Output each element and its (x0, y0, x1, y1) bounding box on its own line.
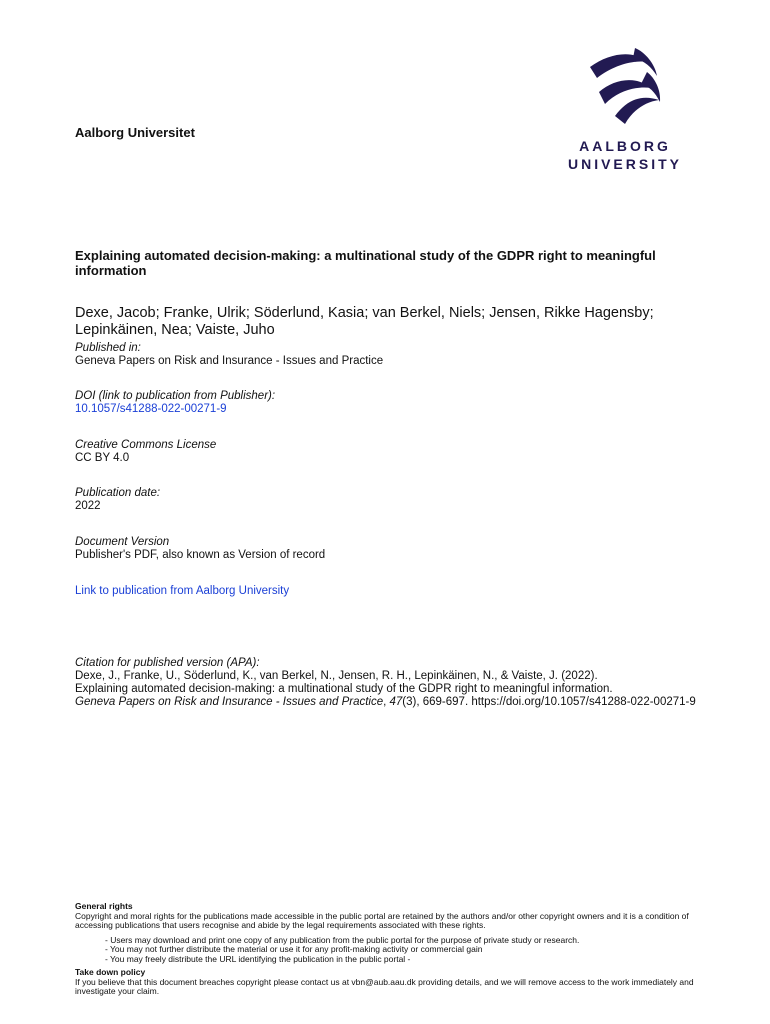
license-label: Creative Commons License (75, 439, 217, 451)
citation-volume: 47 (389, 696, 403, 708)
doi-label: DOI (link to publication from Publisher): (75, 390, 276, 402)
rights-list-item: - You may freely distribute the URL identifying the publication in the public portal - (105, 953, 411, 964)
paper-title: Explaining automated decision-making: a multinational study of the GDPR right to meaningful information (75, 248, 656, 278)
logo-text-aalborg: AALBORG (579, 138, 671, 154)
document-version-value: Publisher's PDF, also known as Version of record (75, 549, 326, 561)
general-rights-body: Copyright and moral rights for the publications made accessible in the public portal are retained by the authors and/or other copyright owners and it is a condition of accessing publications that users recognise and abide by the legal requirements associated with these rights. (75, 910, 689, 930)
published-in-label: Published in: (75, 342, 141, 354)
aau-publication-link[interactable]: Link to publication from Aalborg University (75, 585, 290, 597)
publication-date-field (75, 487, 160, 513)
citation-line-3: Geneva Papers on Risk and Insurance - Issues and Practice, 47(3), 669-697. https://doi.org/10.1057/s41288-022-00271-9 (75, 696, 696, 708)
license-value: CC BY 4.0 (75, 452, 130, 464)
takedown-heading: Take down policy (75, 967, 146, 977)
doi-link[interactable]: 10.1057/s41288-022-00271-9 (75, 403, 227, 415)
general-rights-heading: General rights (75, 901, 133, 911)
doi-field (75, 390, 275, 416)
citation-label: Citation for published version (APA): (75, 657, 260, 669)
publication-date-label: Publication date: (75, 487, 161, 499)
published-in-value: Geneva Papers on Risk and Insurance - Issues and Practice (75, 355, 384, 367)
university-name: Aalborg Universitet (75, 125, 195, 140)
citation-line-2: Explaining automated decision-making: a multinational study of the GDPR right to meaningful information. (75, 683, 613, 695)
logo-text-university: UNIVERSITY (567, 156, 682, 172)
publication-date-value: 2022 (75, 500, 101, 512)
citation-journal: Geneva Papers on Risk and Insurance - Issues and Practice (75, 696, 384, 708)
document-version-label: Document Version (75, 536, 170, 548)
rights-list-item: - You may not further distribute the material or use it for any profit-making activity or commercial gain (105, 944, 483, 954)
rights-list (75, 936, 725, 965)
document-version-field (75, 536, 325, 562)
rights-list-item: - Users may download and print one copy of any publication from the public portal for the purpose of private study or research. (105, 934, 580, 945)
general-rights-section (75, 902, 725, 997)
citation-line-1: Dexe, J., Franke, U., Söderlund, K., van Berkel, N., Jensen, R. H., Lepinkäinen, N., & Vaiste, J. (2022). (75, 670, 598, 682)
author-list: Dexe, Jacob; Franke, Ulrik; Söderlund, Kasia; van Berkel, Niels; Jensen, Rikke Hagensby; Lepinkäinen, Nea; Vaiste, Juho (75, 305, 654, 338)
license-field (75, 439, 216, 465)
published-in-field (75, 342, 383, 368)
logo-wave-icon (585, 42, 665, 132)
citation-block (75, 657, 715, 709)
aalborg-university-logo (560, 42, 690, 177)
citation-rest: (3), 669-697. https://doi.org/10.1057/s41288-022-00271-9 (402, 696, 696, 708)
takedown-body: If you believe that this document breaches copyright please contact us at vbn@aub.aau.dk providing details, and we will remove access to the work immediately and investigate your claim. (75, 976, 694, 996)
aau-link-field (75, 585, 289, 598)
